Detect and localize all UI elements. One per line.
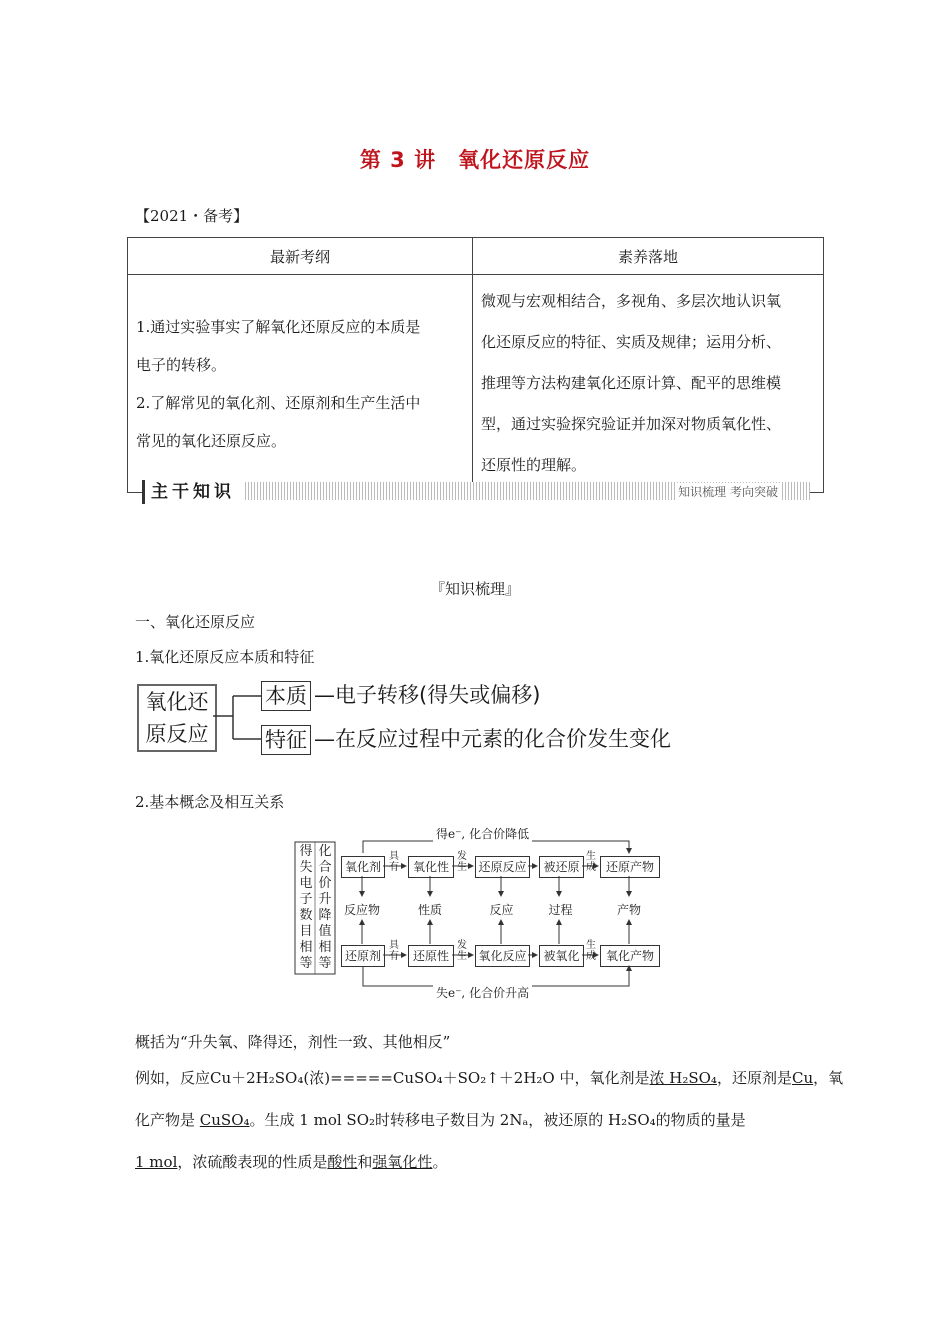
top-note: 得e⁻, 化合价降低 <box>433 825 532 842</box>
reductant-box: 还原剂 <box>341 945 385 967</box>
col-char: 等 <box>318 956 332 971</box>
product-label: 产物 <box>616 903 641 917</box>
c-char: 生 <box>586 940 596 951</box>
col-char: 化 <box>318 844 332 859</box>
text: 和 <box>357 1153 373 1171</box>
col-char: 价 <box>318 876 332 891</box>
col-char: 得 <box>299 844 313 859</box>
c-char: 有 <box>389 951 399 962</box>
c-char: 发 <box>457 851 467 862</box>
example-line-1 <box>135 1067 844 1088</box>
essence-text: —电子转移(得失或偏移) <box>314 683 541 707</box>
reaction-label: 反应 <box>489 903 514 917</box>
answer-product: CuSO₄ <box>199 1111 250 1129</box>
table-left-line: 常见的氧化还原反应。 <box>136 431 287 450</box>
col-char: 电 <box>299 876 313 891</box>
reduced-box: 被还原 <box>539 856 584 878</box>
table-header-right: 素养落地 <box>473 238 824 275</box>
connector-have-top <box>389 851 399 873</box>
section-banner <box>142 480 810 504</box>
bottom-note: 失e⁻, 化合价升高 <box>433 984 532 1001</box>
c-char: 生 <box>457 951 467 962</box>
year-tag: 【2021・备考】 <box>135 207 249 225</box>
table-header-left: 最新考纲 <box>128 238 473 275</box>
c-char: 发 <box>457 940 467 951</box>
c-char: 成 <box>586 951 596 962</box>
example-line-3 <box>135 1151 447 1172</box>
table-right-line: 还原性的理解。 <box>481 456 587 474</box>
c-char: 生 <box>586 851 596 862</box>
table-left-line: 电子的转移。 <box>136 355 227 374</box>
col-char: 失 <box>299 860 313 875</box>
col-char: 相 <box>299 940 313 955</box>
table-right-line: 微观与宏观相结合，多视角、多层次地认识氧 <box>481 292 782 310</box>
table-right-line: 推理等方法构建氧化还原计算、配平的思维模 <box>481 374 782 392</box>
col-char: 降 <box>318 908 332 923</box>
banner-label: 主干知识 <box>142 480 243 504</box>
table-right-line: 型，通过实验探究验证并加深对物质氧化性、 <box>481 415 782 433</box>
connector-occur-bottom <box>457 940 467 962</box>
answer-strong-oxidizing: 强氧化性 <box>372 1153 433 1171</box>
banner-right-text: 知识梳理 考向突破 <box>678 485 778 499</box>
connector-occur-top <box>457 851 467 873</box>
feature-text: —在反应过程中元素的化合价发生变化 <box>314 727 671 751</box>
table-right-line: 化还原反应的特征、实质及规律；运用分析、 <box>481 333 782 351</box>
heading-concepts: 2.基本概念及相互关系 <box>135 793 285 811</box>
reactant-label: 反应物 <box>343 903 380 917</box>
col-char: 子 <box>299 892 313 907</box>
answer-reductant: Cu <box>791 1069 814 1087</box>
connector-form-bottom <box>586 940 596 962</box>
process-label: 过程 <box>548 903 573 917</box>
heading-redox: 一、氧化还原反应 <box>135 613 256 631</box>
root-line: 原反应 <box>145 722 209 746</box>
answer-mol: 1 mol <box>135 1153 178 1171</box>
reduction-reaction-box: 还原反应 <box>475 856 530 878</box>
example-line-2 <box>135 1109 825 1130</box>
oxidizing-box: 氧化性 <box>408 856 454 878</box>
c-char: 成 <box>586 862 596 873</box>
col-char: 数 <box>299 908 313 923</box>
answer-oxidant: 浓 H₂SO₄ <box>649 1069 717 1087</box>
reduction-product-box: 还原产物 <box>600 856 660 878</box>
heading-essence: 1.氧化还原反应本质和特征 <box>135 648 315 666</box>
c-char: 生 <box>457 862 467 873</box>
root-line: 氧化还 <box>145 690 209 714</box>
oxidant-box: 氧化剂 <box>341 856 385 878</box>
table-left-line: 1.通过实验事实了解氧化还原反应的本质是 <box>136 317 421 336</box>
text: 。 <box>432 1153 448 1171</box>
feature-label-box: 特征 <box>261 725 311 755</box>
table-left-line: 2.了解常见的氧化剂、还原剂和生产生活中 <box>136 393 421 412</box>
electron-equal-column <box>297 844 315 972</box>
essence-label-box: 本质 <box>261 681 311 711</box>
property-label: 性质 <box>417 903 442 917</box>
reducing-box: 还原性 <box>408 945 454 967</box>
col-char: 目 <box>299 924 313 939</box>
text: ，浓硫酸表现的性质是 <box>177 1153 328 1171</box>
table-cell-right <box>473 275 824 493</box>
col-char: 值 <box>318 924 332 939</box>
concept-diagram <box>293 822 673 1002</box>
text: 例如，反应Cu＋2H₂SO₄(浓)=====CuSO₄＋SO₂↑＋2H₂O 中，氧化剂是 <box>135 1069 650 1087</box>
text: 。生成 1 mol SO₂时转移电子数目为 2Nₐ，被还原的 H₂SO₄的物质的量是 <box>249 1111 746 1129</box>
connector-form-top <box>586 851 596 873</box>
col-char: 相 <box>318 940 332 955</box>
answer-acidity: 酸性 <box>327 1153 358 1171</box>
col-char: 等 <box>299 956 313 971</box>
section-title: 『知识梳理』 <box>429 580 520 598</box>
c-char: 有 <box>389 862 399 873</box>
branch-connector <box>213 690 263 750</box>
col-char: 合 <box>318 860 332 875</box>
table-cell-left <box>128 275 473 493</box>
exam-table <box>127 237 824 493</box>
page-title: 第 3 讲 氧化还原反应 <box>359 148 591 172</box>
oxidized-box: 被氧化 <box>539 945 584 967</box>
oxidation-product-box: 氧化产物 <box>600 945 660 967</box>
c-char: 具 <box>389 851 399 862</box>
connector-have-bottom <box>389 940 399 962</box>
text: ，氧 <box>813 1069 844 1087</box>
redox-root-box <box>137 684 217 752</box>
col-char: 升 <box>318 892 332 907</box>
text: ，还原剂是 <box>716 1069 792 1087</box>
valence-equal-column <box>316 844 334 972</box>
c-char: 具 <box>389 940 399 951</box>
oxidation-reaction-box: 氧化反应 <box>475 945 530 967</box>
summary-line: 概括为“升失氧、降得还，剂性一致、其他相反” <box>135 1033 451 1051</box>
text: 化产物是 <box>135 1111 200 1129</box>
